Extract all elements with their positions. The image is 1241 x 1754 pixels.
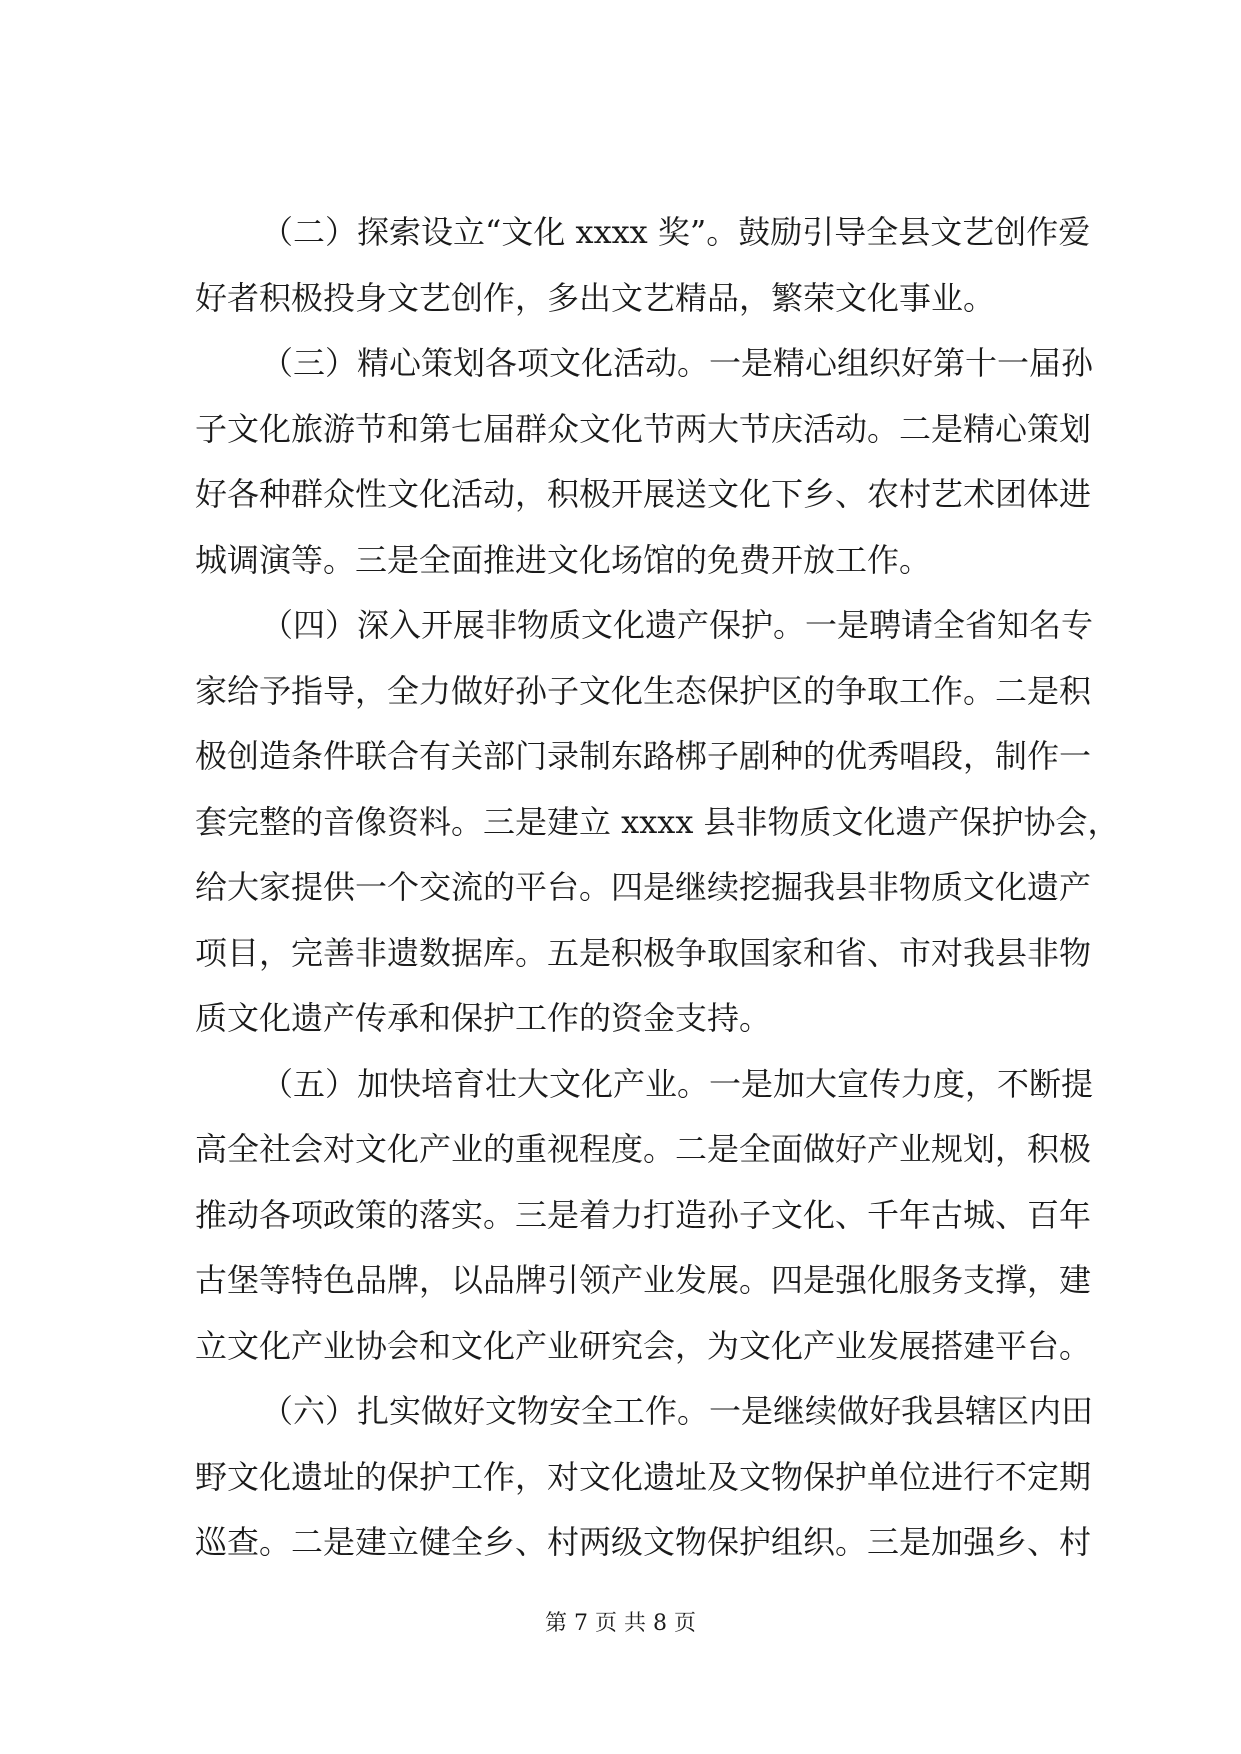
page-footer: 第 7 页 共 8 页 [545, 1611, 696, 1636]
text-line: 野文化遗址的保护工作，对文化遗址及文物保护单位进行不定期 [195, 1457, 1092, 1496]
text-line: 给大家提供一个交流的平台。四是继续挖掘我县非物质文化遗产 [195, 868, 1092, 906]
text-line: （四）深入开展非物质文化遗产保护。一是聘请全省知名专 [261, 606, 1094, 644]
text-line: 高全社会对文化产业的重视程度。二是全面做好产业规划，积极 [195, 1130, 1092, 1168]
text-line: （二）探索设立“文化 xxxx 奖”。鼓励引导全县文艺创作爱 [261, 213, 1091, 251]
text-line: 好各种群众性文化活动，积极开展送文化下乡、农村艺术团体进 [195, 475, 1092, 513]
text-line: 巡查。二是建立健全乡、村两级文物保护组织。三是加强乡、村 [195, 1523, 1092, 1561]
text-line: 极创造条件联合有关部门录制东路梆子剧种的优秀唱段，制作一 [195, 737, 1092, 775]
text-line: 古堡等特色品牌，以品牌引领产业发展。四是强化服务支撑，建 [195, 1261, 1092, 1299]
document-body [195, 200, 1120, 1576]
text-line: 推动各项政策的落实。三是着力打造孙子文化、千年古城、百年 [195, 1195, 1092, 1234]
text-line: 立文化产业协会和文化产业研究会，为文化产业发展搭建平台。 [195, 1326, 1092, 1365]
text-line: 好者积极投身文艺创作，多出文艺精品，繁荣文化事业。 [195, 278, 996, 317]
text-line: 家给予指导，全力做好孙子文化生态保护区的争取工作。二是积 [195, 671, 1092, 710]
text-line: 城调演等。三是全面推进文化场馆的免费开放工作。 [195, 540, 932, 579]
text-line: 子文化旅游节和第七届群众文化节两大节庆活动。二是精心策划 [195, 409, 1092, 448]
text-line: （五）加快培育壮大文化产业。一是加大宣传力度，不断提 [261, 1064, 1094, 1103]
text-line: （六）扎实做好文物安全工作。一是继续做好我县辖区内田 [261, 1392, 1094, 1430]
text-line: 项目，完善非遗数据库。五是积极争取国家和省、市对我县非物 [195, 933, 1092, 972]
text-line: 套完整的音像资料。三是建立 xxxx 县非物质文化遗产保护协会， [195, 802, 1120, 841]
text-line: （三）精心策划各项文化活动。一是精心组织好第十一届孙 [261, 344, 1094, 382]
text-line: 质文化遗产传承和保护工作的资金支持。 [195, 999, 772, 1037]
